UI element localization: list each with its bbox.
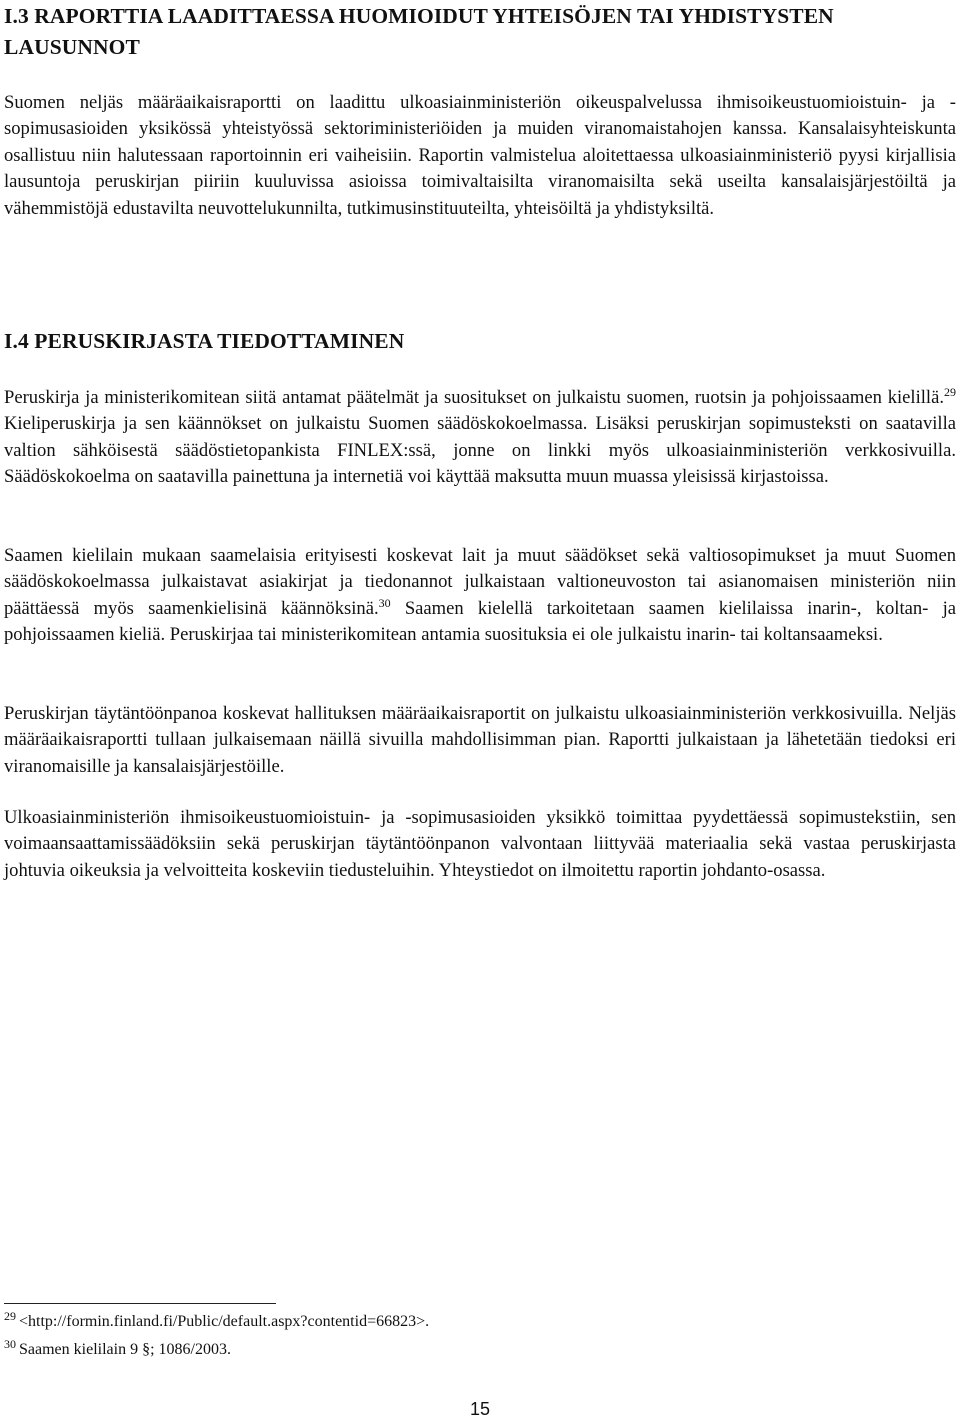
section-i4-paragraph-4: Ulkoasiainministeriön ihmisoikeustuomioistuin- ja -sopimusasioiden yksikkö toimittaa pyydettäessä sopimustekstiin, sen voimaansaattamissäädöksiin sekä peruskirjan täytäntöönpanon valvontaan liittyvää materiaalia sekä vastaa peruskirjasta johtuvia oikeuksia ja velvoitteita koskeviin tiedusteluihin. Yhteystiedot on ilmoitettu raportin johdanto-osassa. bbox=[4, 807, 956, 881]
footnote-29 bbox=[4, 1308, 430, 1332]
page-number: 15 bbox=[469, 1399, 491, 1419]
footnote-text: <http://formin.finland.fi/Public/default.aspx?contentid=66823>. bbox=[19, 1313, 430, 1330]
footnote-number: 30 bbox=[4, 1336, 16, 1351]
footnote-text: Saamen kielilain 9 §; 1086/2003. bbox=[19, 1341, 231, 1358]
section-heading-i4: I.4 PERUSKIRJASTA TIEDOTTAMINEN bbox=[4, 329, 405, 353]
footnote-number: 29 bbox=[4, 1308, 16, 1323]
section-i4-paragraph-2 bbox=[4, 543, 956, 649]
footnote-30 bbox=[4, 1336, 231, 1360]
section-i4-paragraph-1 bbox=[4, 385, 956, 491]
section-i3-paragraph: Suomen neljäs määräaikaisraportti on laadittu ulkoasiainministeriön oikeuspalvelussa ihmisoikeustuomioistuin- ja -sopimusasioiden yksikössä yhteistyössä sektoriministeriöiden ja muiden viranomaistahojen kanssa. Kansalaisyhteiskunta osallistuu niin halutessaan raportoinnin eri vaiheisiin. Raportin valmistelua aloitettaessa ulkoasiainministeriö pyysi kirjallisia lausuntoja peruskirjan piiriin kuuluvissa asioissa toimivaltaisilta viranomaisilta sekä useilta kansalaisjärjestöiltä ja vähemmistöjä edustavilta neuvottelukunnilta, tutkimusinstituuteilta, yhteisöiltä ja yhdistyksiltä. bbox=[4, 92, 956, 219]
paragraph-text: Kieliperuskirja ja sen käännökset on julkaistu Suomen säädöskokoelmassa. Lisäksi peruskirjan sopimusteksti on saatavilla valtion sähköisestä säädöstietopankista FINLEX:ssä, jonne on linkki myös ulkoasiainministeriön verkkosivuilla. Säädöskokoelma on saatavilla painettuna ja internetiä voi käyttää maksutta muun muassa yleisissä kirjastoissa. bbox=[4, 413, 956, 488]
footnote-separator bbox=[4, 1303, 276, 1304]
footnote-ref-30: 30 bbox=[378, 595, 391, 610]
paragraph-text: Saamen kielellä tarkoitetaan saamen kielilaissa inarin-, koltan- ja pohjoissaamen kieliä. Peruskirjaa tai ministerikomitean antamia suosituksia ei ole julkaistu inarin- tai koltansaameksi. bbox=[4, 597, 956, 646]
paragraph-text: Saamen kielilain mukaan saamelaisia erityisesti koskevat lait ja muut säädökset sekä valtiosopimukset ja muut Suomen säädöskokoelmassa julkaistavat asiakirjat ja tiedonannot julkaistaan valtioneuvoston tai asianomaisen ministeriön niin päättäessä myös saamenkielisinä käännöksinä. bbox=[4, 545, 956, 619]
section-heading-i3: I.3 RAPORTTIA LAADITTAESSA HUOMIOIDUT YHTEISÖJEN TAI YHDISTYSTEN LAUSUNNOT bbox=[4, 4, 834, 59]
paragraph-text: Peruskirja ja ministerikomitean siitä antamat päätelmät ja suositukset on julkaistu suomen, ruotsin ja pohjoissaamen kielillä. bbox=[4, 387, 944, 408]
section-i4-paragraph-3: Peruskirjan täytäntöönpanoa koskevat hallituksen määräaikaisraportit on julkaistu ulkoasiainministeriön verkkosivuilla. Neljäs määräaikaisraportti tullaan julkaisemaan näillä sivuilla mahdollisimman pian. Raportti julkaistaan ja lähetetään tiedoksi eri viranomaisille ja kansalaisjärjestöille. bbox=[4, 703, 956, 777]
footnote-ref-29: 29 bbox=[944, 384, 956, 399]
